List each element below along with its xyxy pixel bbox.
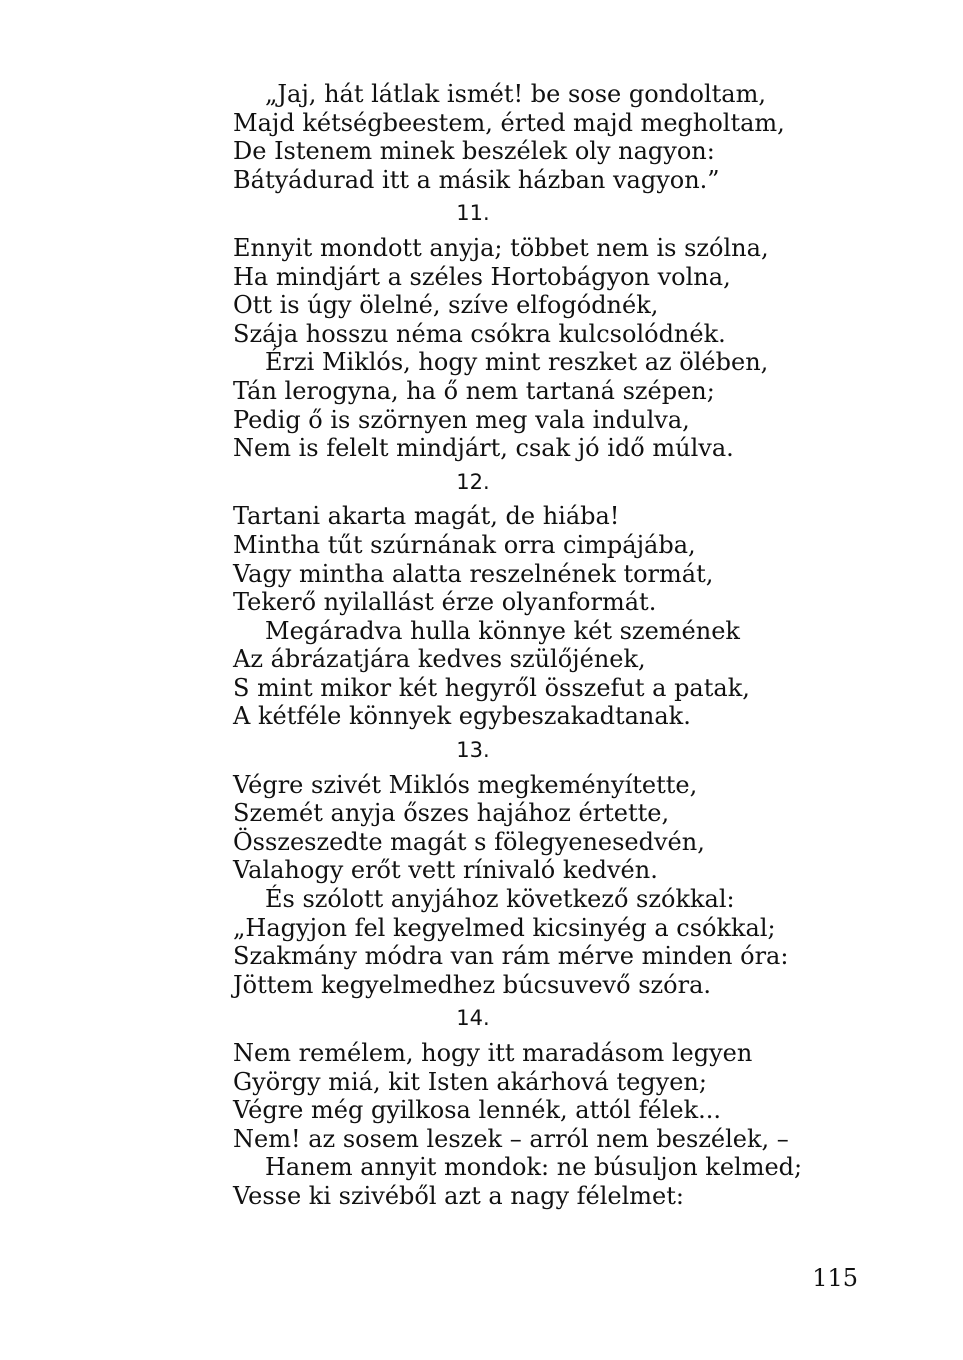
verse-line: György miá, kit Isten akárhová tegyen; (233, 1067, 707, 1096)
verse-line: Nem! az sosem leszek – arról nem beszélek, – (233, 1124, 789, 1153)
verse-line: „Jaj, hát látlak ismét! be sose gondoltam, (265, 80, 766, 108)
verse-line: Ha mindjárt a széles Hortobágyon volna, (233, 262, 731, 291)
verse-line: És szólott anyjához következő szókkal: (265, 885, 735, 914)
verse-line: Vesse ki szivéből azt a nagy félelmet: (233, 1181, 684, 1210)
stanza-number: 13. (456, 738, 490, 763)
verse-line: Majd kétségbeestem, érted majd megholtam, (233, 108, 785, 137)
verse-line: Tán lerogyna, ha ő nem tartaná szépen; (233, 376, 715, 405)
verse-line: „Hagyjon fel kegyelmed kicsinyég a csókkal; (233, 913, 776, 942)
verse-line: Összeszedte magát s fölegyenesedvén, (233, 827, 705, 856)
verse-line: Nem remélem, hogy itt maradásom legyen (233, 1039, 753, 1067)
verse-line: Vagy mintha alatta reszelnének tormát, (233, 559, 714, 588)
verse-line: Végre még gyilkosa lennék, attól félek... (233, 1096, 722, 1125)
page-number: 115 (812, 1264, 858, 1292)
stanza-number: 12. (456, 469, 490, 494)
verse-line: Tartani akarta magát, de hiába! (233, 502, 620, 531)
verse-line: Nem is felelt mindjárt, csak jó idő múlva. (233, 434, 734, 463)
verse-line: Szakmány módra van rám mérve minden óra: (233, 942, 789, 971)
verse-line: Mintha tűt szúrnának orra cimpájába, (233, 530, 696, 559)
stanza-number: 11. (456, 201, 490, 226)
verse-line: Érzi Miklós, hogy mint reszket az ölében, (265, 348, 769, 377)
verse-line: Jöttem kegyelmedhez búcsuvevő szóra. (233, 970, 712, 999)
verse-line: Hanem annyit mondok: ne búsuljon kelmed; (265, 1153, 803, 1182)
verse-line: Bátyádurad itt a másik házban vagyon.” (233, 165, 720, 194)
verse-line: Az ábrázatjára kedves szülőjének, (233, 645, 646, 674)
verse-line: Valahogy erőt vett rínivaló kedvén. (233, 856, 658, 885)
verse-line: S mint mikor két hegyről összefut a patak, (233, 673, 750, 702)
poem-text (233, 80, 833, 1211)
verse-line: A kétféle könnyek egybeszakadtanak. (233, 702, 691, 731)
verse-line: Ott is úgy ölelné, szíve elfogódnék, (233, 291, 659, 320)
verse-line: Szája hosszu néma csókra kulcsolódnék. (233, 319, 726, 348)
verse-line: De Istenem minek beszélek oly nagyon: (233, 137, 715, 166)
verse-line: Ennyit mondott anyja; többet nem is szólna, (233, 233, 769, 262)
verse-line: Pedig ő is szörnyen meg vala indulva, (233, 405, 690, 434)
stanza-number: 14. (456, 1006, 490, 1031)
verse-line: Tekerő nyilallást érze olyanformát. (233, 588, 657, 617)
verse-line: Szemét anyja őszes hajához értette, (233, 799, 670, 828)
verse-line: Végre szivét Miklós megkeményítette, (233, 770, 698, 799)
verse-line: Megáradva hulla könnye két szemének (265, 616, 740, 645)
